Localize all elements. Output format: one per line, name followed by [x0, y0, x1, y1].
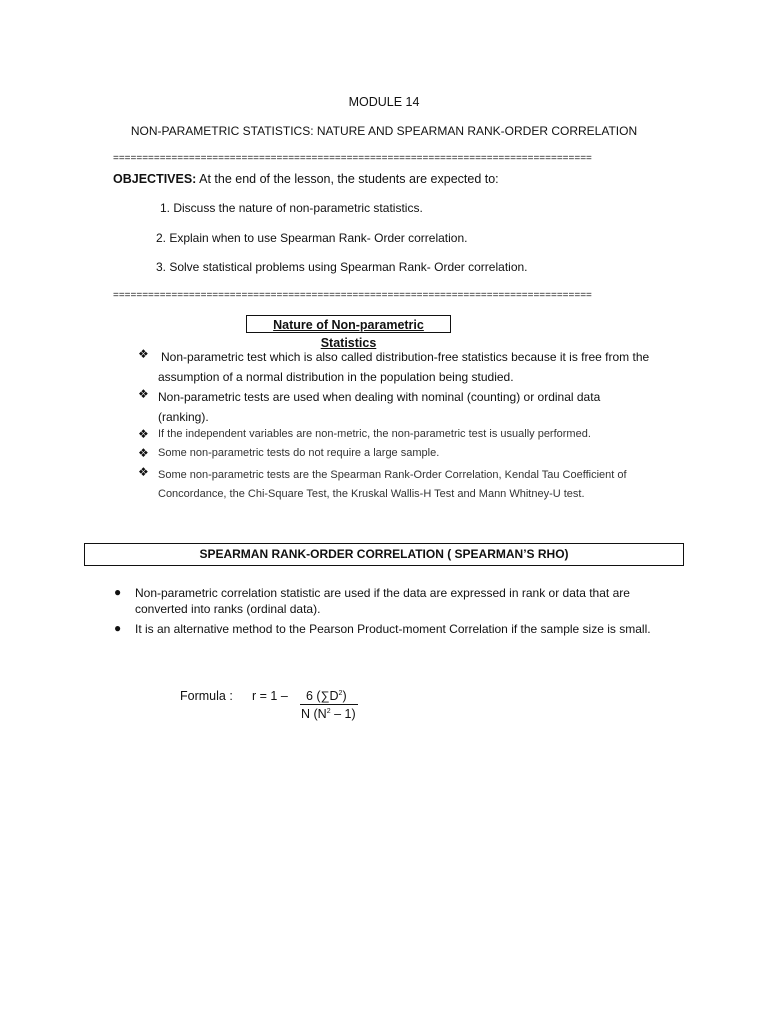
formula-lhs: r = 1 –	[252, 689, 288, 703]
diamond-bullet-icon: ❖	[138, 427, 149, 441]
spearman-item-1: Non-parametric correlation statistic are used if the data are expressed in rank or data that are converted into ranks (ordinal data).	[135, 586, 630, 616]
objectives-line	[113, 172, 499, 186]
formula-numerator: 6 $(\sum D^2)$	[300, 689, 358, 705]
separator-rule-bottom: ==================================================================================	[113, 290, 592, 301]
nature-item-1: Non-parametric test which is also called distribution-free statistics because it is free from the assumption of a normal distribution in the population being studied.	[158, 350, 650, 384]
objective-item-3: 3. Solve statistical problems using Spearman Rank- Order correlation.	[156, 260, 528, 274]
objective-item-2: 2. Explain when to use Spearman Rank- Order correlation.	[156, 231, 468, 245]
spearman-section-title: SPEARMAN RANK-ORDER CORRELATION ( SPEARMAN’S RHO)	[84, 543, 684, 566]
document-title: NON-PARAMETRIC STATISTICS: NATURE AND SPEARMAN RANK-ORDER CORRELATION	[130, 124, 638, 138]
module-number: MODULE 14	[348, 95, 420, 109]
diamond-bullet-icon: ❖	[138, 387, 149, 401]
formula-label: Formula :	[180, 689, 233, 703]
nature-item-5: Some non-parametric tests are the Spearman Rank-Order Correlation, Kendal Tau Coefficient of Concordance, the Chi-Square Test, the Kruskal Wallis-H Test and Mann Whitney-U test.	[158, 469, 627, 500]
round-bullet-icon: ●	[114, 621, 122, 635]
diamond-bullet-icon: ❖	[138, 465, 149, 479]
nature-section-title: Nature of Non-parametric Statistics	[246, 315, 451, 333]
diamond-bullet-icon: ❖	[138, 347, 149, 361]
nature-item-3: If the independent variables are non-metric, the non-parametric test is usually performed.	[158, 428, 591, 440]
formula-denominator: N $(N^2 - 1)$	[301, 707, 356, 721]
nature-item-4: Some non-parametric tests do not require a large sample.	[158, 447, 440, 459]
objectives-label: OBJECTIVES:	[113, 172, 197, 186]
objective-item-1: 1. Discuss the nature of non-parametric statistics.	[160, 201, 423, 215]
diamond-bullet-icon: ❖	[138, 446, 149, 460]
objectives-intro: At the end of the lesson, the students are expected to:	[196, 172, 499, 186]
round-bullet-icon: ●	[114, 585, 122, 599]
separator-rule-top: ==================================================================================	[113, 153, 592, 164]
nature-item-2: Non-parametric tests are used when dealing with nominal (counting) or ordinal data (ranking).	[158, 390, 601, 424]
spearman-item-2: It is an alternative method to the Pearson Product-moment Correlation if the sample size is small.	[135, 622, 651, 636]
